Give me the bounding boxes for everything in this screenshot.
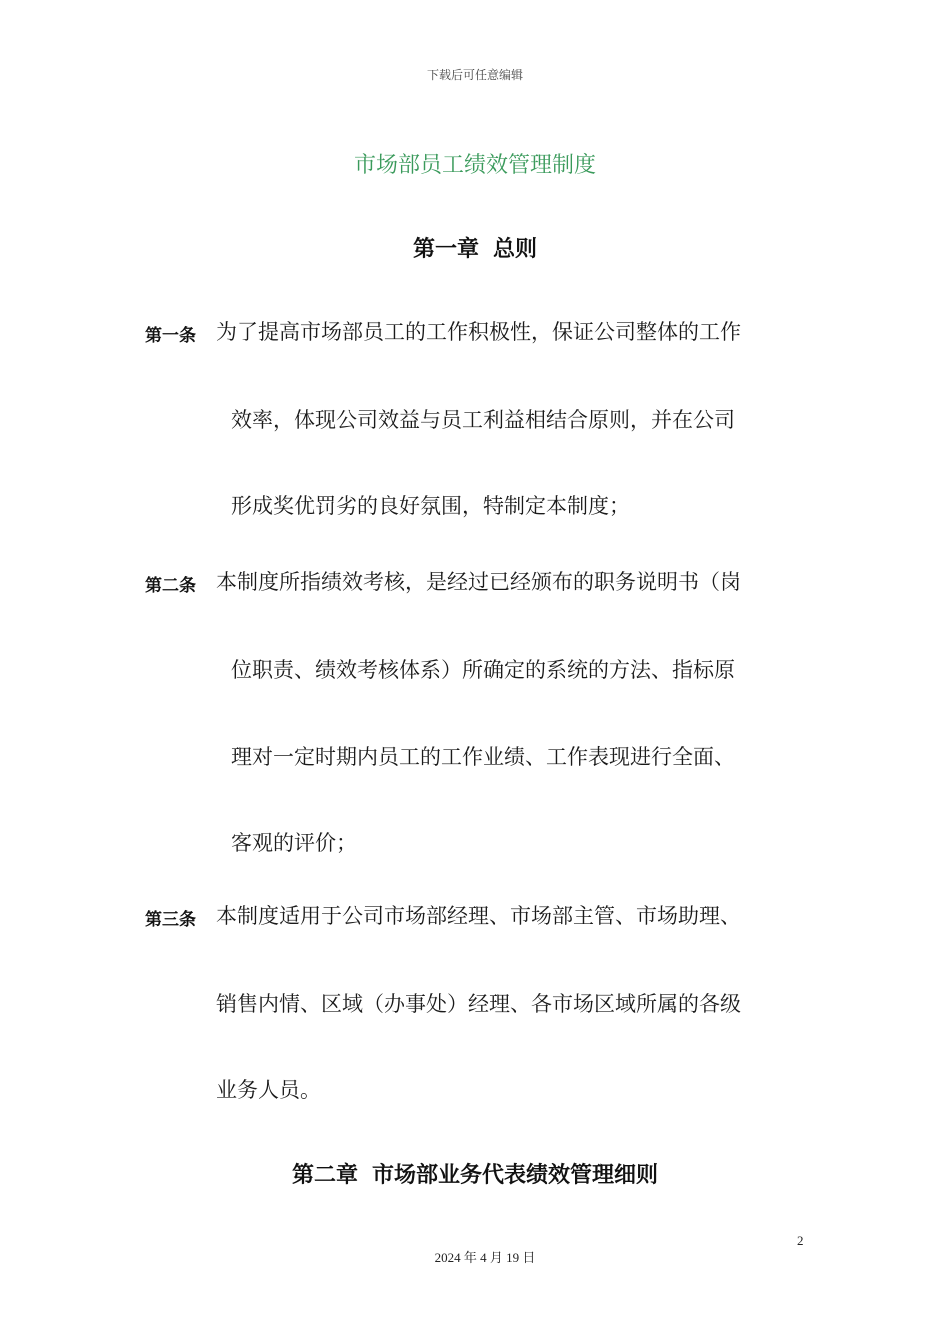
chapter-heading-1 [0, 232, 950, 263]
article-label: 第二条 [145, 576, 196, 596]
page-header: 下载后可任意编辑 [426, 68, 523, 82]
article-line: 本制度适用于公司市场部经理、市场部主管、市场助理、 [216, 904, 741, 928]
article-line: 业务人员。 [216, 1078, 321, 1102]
chapter-heading-2 [0, 1158, 950, 1189]
article-line: 位职责、绩效考核体系）所确定的系统的方法、指标原 [231, 658, 735, 682]
chapter-name: 总则 [493, 237, 538, 262]
chapter-number: 第二章 [291, 1163, 358, 1188]
article-line: 客观的评价； [231, 831, 357, 855]
page-number: 2 [797, 1233, 804, 1248]
article-line: 销售内情、区域（办事处）经理、各市场区域所属的各级 [216, 992, 741, 1016]
article-line: 理对一定时期内员工的工作业绩、工作表现进行全面、 [231, 745, 735, 769]
article-line: 效率，体现公司效益与员工利益相结合原则，并在公司 [231, 408, 735, 432]
article-label: 第三条 [145, 910, 196, 930]
article-line: 形成奖优罚劣的良好氛围，特制定本制度； [231, 494, 630, 518]
article-line: 本制度所指绩效考核，是经过已经颁布的职务说明书（岗 [216, 570, 741, 594]
chapter-name: 市场部业务代表绩效管理细则 [372, 1163, 659, 1188]
article-label: 第一条 [145, 326, 196, 346]
document-title: 市场部员工绩效管理制度 [353, 153, 596, 178]
chapter-number: 第一章 [412, 237, 479, 262]
article-line: 为了提高市场部员工的工作积极性，保证公司整体的工作 [216, 320, 741, 344]
footer-date: 2024 年 4 月 19 日 [434, 1250, 536, 1265]
